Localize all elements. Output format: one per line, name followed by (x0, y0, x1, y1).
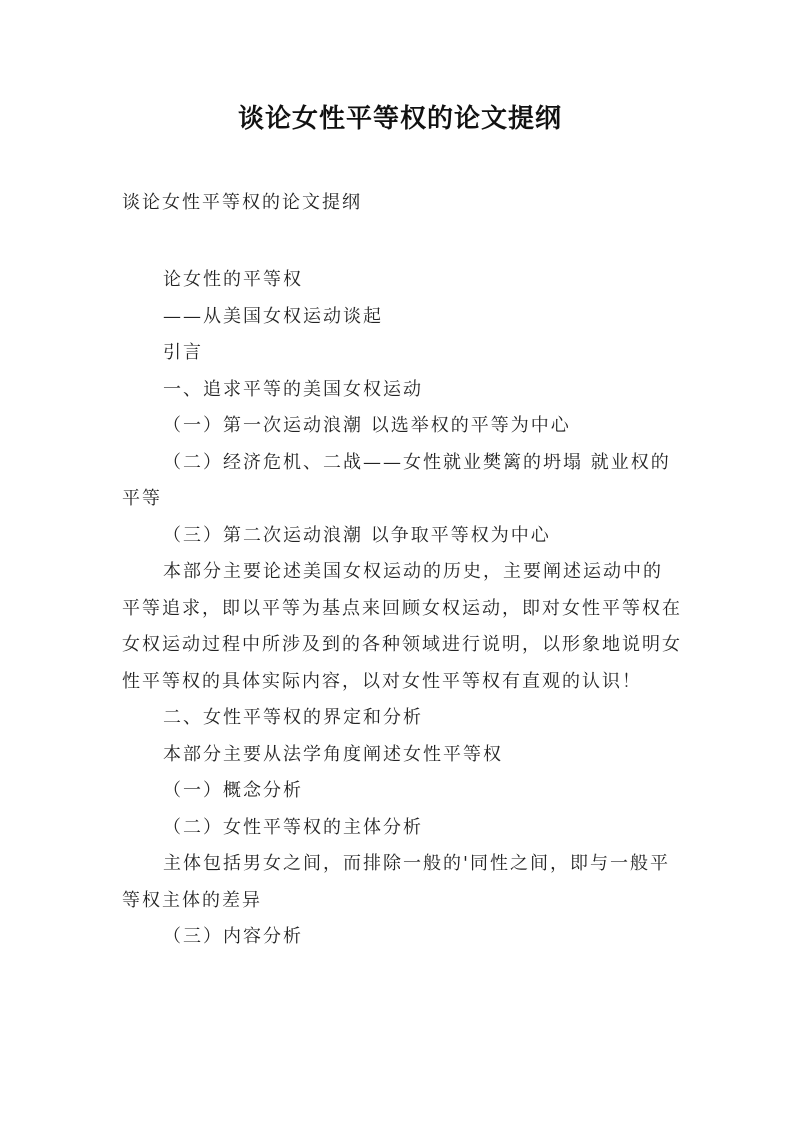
section-1-summary: 本部分主要论述美国女权运动的历史，主要阐述运动中的平等追求，即以平等为基点来回顾女权运动，即对女性平等权在女权运动过程中所涉及到的各种领域进行说明，以形象地说明女性平等权的具体实际内容，以对女性平等权有直观的认识！ (122, 561, 682, 692)
section-2-summary: 本部分主要从法学角度阐述女性平等权 (163, 743, 503, 765)
subsection-1-1: （一）第一次运动浪潮 以选举权的平等为中心 (163, 415, 571, 436)
paragraph-heading: 论女性的平等权 (163, 269, 303, 290)
subsection-2-2: （二）女性平等权的主体分析 (163, 816, 423, 838)
section-heading-2: 二、女性平等权的界定和分析 (163, 707, 423, 728)
paragraph-intro: 引言 (163, 342, 203, 363)
subsection-2-1: （一）概念分析 (163, 780, 303, 801)
subsection-2-3: （三）内容分析 (163, 926, 303, 947)
document-title: 谈论女性平等权的论文提纲 (237, 104, 562, 134)
subsection-1-2: （二）经济危机、二战——女性就业樊篱的坍塌 就业权的平等 (122, 451, 671, 509)
section-heading-1: 一、追求平等的美国女权运动 (163, 378, 423, 400)
document-subtitle: 谈论女性平等权的论文提纲 (122, 192, 362, 213)
document-body (122, 262, 682, 956)
subsection-1-3: （三）第二次运动浪潮 以争取平等权为中心 (163, 524, 551, 546)
subsection-2-2-text: 主体包括男女之间，而排除一般的'同性之间，即与一般平等权主体的差异 (122, 853, 670, 911)
paragraph-subheading: ——从美国女权运动谈起 (163, 305, 383, 327)
